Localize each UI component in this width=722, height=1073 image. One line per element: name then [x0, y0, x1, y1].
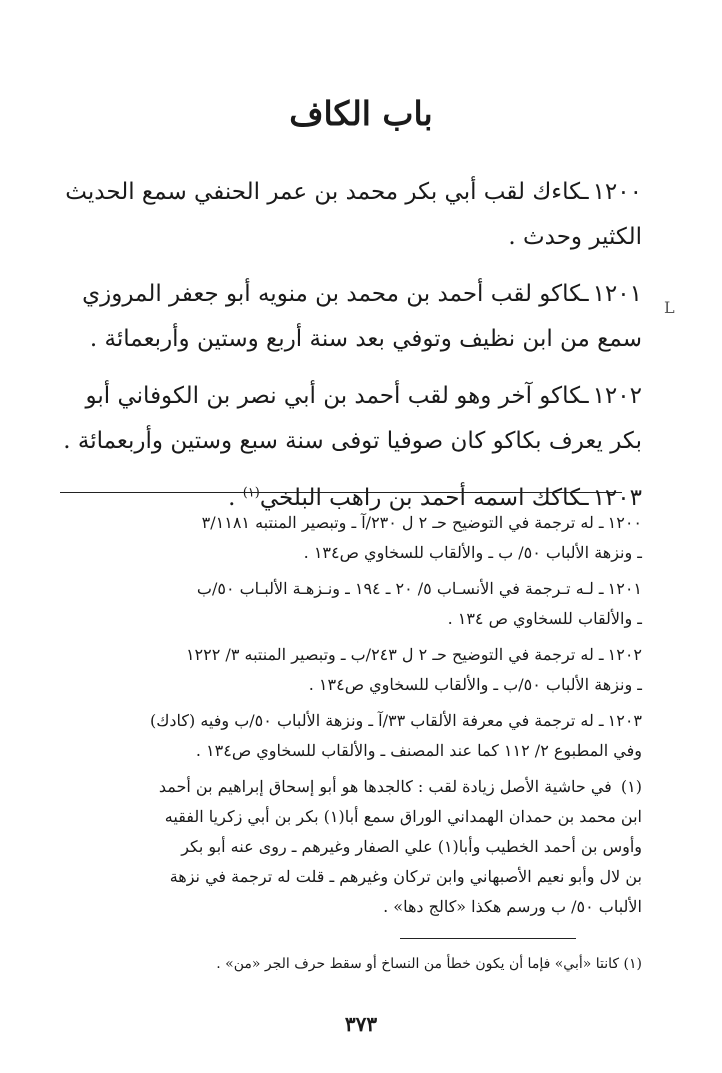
note-text-line: الألباب ٥٠/ ب ورسم هكذا «كالج دها» .	[383, 897, 642, 916]
note-text-line: ابن محمد بن حمدان الهمداني الوراق سمع أبا(١) بكر بن أبي زكريا الفقيه	[164, 807, 642, 826]
entry-number: ١٢٠٠	[592, 179, 642, 205]
note-text-line: وأوس بن أحمد الخطيب وأبا(١) علي الصفار وغيرهم ـ روى عنه أبو بكر	[181, 837, 642, 856]
note-number: ١٢٠٠	[607, 513, 642, 532]
entry-text-line: كاكو آخر وهو لقب أحمد بن أبي نصر بن الكوفاني أبو	[85, 383, 582, 409]
entry-text-line: كاكك اسمه أحمد بن راهب البلخي	[259, 485, 582, 511]
footnote-separator-short	[400, 938, 576, 939]
page-number: ٣٧٣	[344, 1012, 378, 1036]
note-1201: ١٢٠١ـ لـه تـرجمة في الأنسـاب ٥/ ٢٠ ـ ١٩٤ ـ ونـزهـة الألبـاب ٥٠/ب ـ والألقاب للسخاوي ص ١٣٤ .	[60, 574, 642, 634]
entry-text-line: بكر يعرف بكاكو كان صوفيا توفى سنة سبع وستين وأربعمائة .	[63, 428, 642, 454]
chapter-title: باب الكاف	[289, 94, 433, 133]
entry-text-line: كاكو لقب أحمد بن محمد بن منويه أبو جعفر المروزي	[82, 281, 582, 307]
note-text-line: ـ ونزهة الألباب ٥٠/ب ـ والألقاب للسخاوي ص١٣٤ .	[308, 675, 642, 694]
entry-1203: ١٢٠٣ـكاكك اسمه أحمد بن راهب البلخي$^{(١)}$ .	[228, 485, 642, 511]
footnote: (١) كانتا «أبي» فإما أن يكون خطأ من النساخ أو سقط حرف الجر «من» .	[216, 956, 642, 972]
note-text-line: وفي المطبوع ٢/ ١١٢ كما عند المصنف ـ والألقاب للسخاوي ص١٣٤ .	[195, 741, 642, 760]
note-number: ١٢٠٢	[607, 645, 642, 664]
entry-text-line: الكثير وحدث .	[508, 224, 642, 250]
entry-text-line: كاءك لقب أبي بكر محمد بن عمر الحنفي سمع الحديث	[65, 179, 582, 205]
note-text-line: بن لال وأبو نعيم الأصبهاني وابن تركان وغيرهم ـ قلت له ترجمة في نزهة	[169, 867, 642, 886]
entry-1200: ١٢٠٠ـكاءك لقب أبي بكر محمد بن عمر الحنفي سمع الحديث الكثير وحدث .	[60, 170, 642, 260]
entry-1202: ١٢٠٢ـكاكو آخر وهو لقب أحمد بن أبي نصر بن الكوفاني أبو بكر يعرف بكاكو كان صوفيا توفى سنة سبع وستين وأربعمائة .	[60, 374, 642, 464]
note-1200: ١٢٠٠ـ له ترجمة في التوضيح حـ ٢ ل ٢٣٠/آ ـ وتبصير المنتبه ٣/١١٨١ ـ ونزهة الألباب ٥٠/ ب ـ والألقاب للسخاوي ص١٣٤ .	[60, 508, 642, 568]
note-text-line: ـ ونزهة الألباب ٥٠/ ب ـ والألقاب للسخاوي ص١٣٤ .	[303, 543, 642, 562]
entry-1201: ١٢٠١ـكاكو لقب أحمد بن محمد بن منويه أبو جعفر المروزي سمع من ابن نظيف وتوفي بعد سنة أربع وستين وأربعمائة .	[60, 272, 642, 362]
note-text-line: في حاشية الأصل زيادة لقب : كالجدها هو أبو إسحاق إبراهيم بن أحمد	[158, 777, 612, 796]
entry-tail: .	[228, 485, 236, 511]
margin-mark: L	[664, 298, 675, 317]
footnote-separator	[60, 492, 622, 493]
entry-number: ١٢٠٣	[592, 485, 642, 511]
margin-note	[60, 772, 642, 922]
entry-text-line: سمع من ابن نظيف وتوفي بعد سنة أربع وستين وأربعمائة .	[89, 326, 642, 352]
note-text-line: له ترجمة في معرفة الألقاب ٣٣/آ ـ ونزهة الألباب ٥٠/ب وفيه (كادك)	[149, 711, 594, 730]
note-number: (١)	[620, 777, 642, 796]
footnote-ref: (١)	[242, 485, 260, 501]
note-text-line: له ترجمة في التوضيح حـ ٢ ل ٢٤٣/ب ـ وتبصير المنتبه ٣/ ١٢٢٢	[185, 645, 594, 664]
notes-section	[60, 508, 642, 928]
note-number: ١٢٠١	[607, 579, 642, 598]
note-1202: ١٢٠٢ـ له ترجمة في التوضيح حـ ٢ ل ٢٤٣/ب ـ وتبصير المنتبه ٣/ ١٢٢٢ ـ ونزهة الألباب ٥٠/ب ـ والألقاب للسخاوي ص١٣٤ .	[60, 640, 642, 700]
entry-number: ١٢٠٢	[592, 383, 642, 409]
entries-section	[60, 170, 642, 533]
note-number: ١٢٠٣	[607, 711, 642, 730]
entry-number: ١٢٠١	[592, 281, 642, 307]
note-1203: ١٢٠٣ـ له ترجمة في معرفة الألقاب ٣٣/آ ـ ونزهة الألباب ٥٠/ب وفيه (كادك) وفي المطبوع ٢/ ١١٢ كما عند المصنف ـ والألقاب للسخاوي ص١٣٤ .	[60, 706, 642, 766]
note-text-line: ـ والألقاب للسخاوي ص ١٣٤ .	[447, 609, 642, 628]
note-text-line: له ترجمة في التوضيح حـ ٢ ل ٢٣٠/آ ـ وتبصير المنتبه ٣/١١٨١	[201, 513, 594, 532]
note-text-line: لـه تـرجمة في الأنسـاب ٥/ ٢٠ ـ ١٩٤ ـ ونـزهـة الألبـاب ٥٠/ب	[196, 579, 594, 598]
